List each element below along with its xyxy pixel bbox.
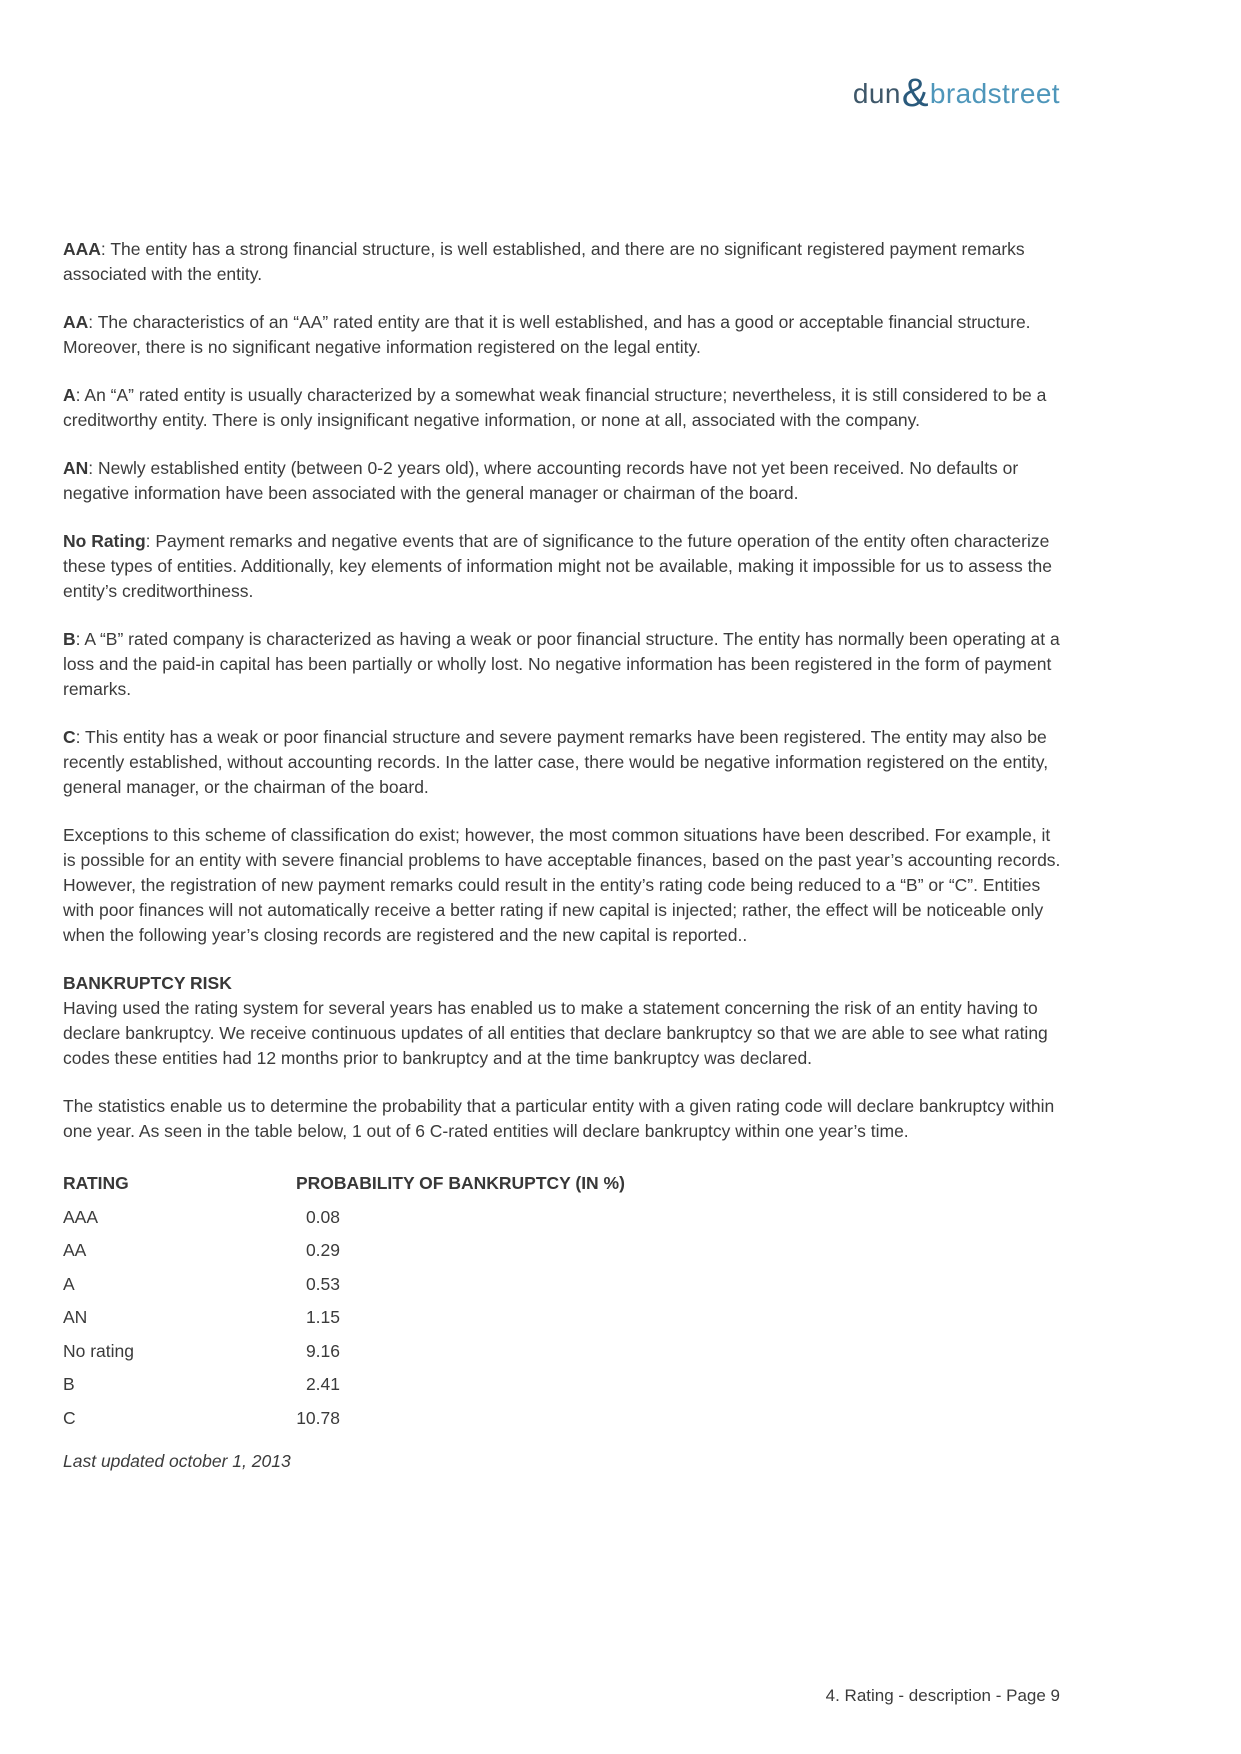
exceptions-text: Exceptions to this scheme of classification do exist; however, the most common situations have been described. For example, it is possible for an entity with severe financial problems to have acceptable finances, based on the past year’s accounting records. However, the registration of new payment remarks could result in the entity’s rating code being reduced to a “B” or “C”. Entities with poor finances will not automatically receive a better rating if new capital is injected; rather, the effect will be noticeable only when the following year’s closing records are registered and the new capital is reported..	[63, 825, 1061, 945]
table-header-row	[63, 1167, 1063, 1201]
rating-text-b: : A “B” rated company is characterized as having a weak or poor financial structure. The entity has normally been operating at a loss and the paid-in capital has been partially or wholly lost. No negative information has been registered in the form of payment remarks.	[63, 629, 1060, 699]
rating-cell: AAA	[63, 1206, 99, 1227]
bankruptcy-paragraph-1: Having used the rating system for several years has enabled us to make a statement concerning the risk of an entity having to declare bankruptcy. We receive continuous updates of all entities that declare bankruptcy so that we are able to see what rating codes these entities had 12 months prior to bankruptcy and at the time bankruptcy was declared.	[63, 998, 1048, 1068]
probability-cell: 0.53	[305, 1273, 340, 1294]
rating-cell: B	[63, 1374, 75, 1394]
rating-cell: C	[63, 1407, 76, 1428]
rating-code-aaa: AAA	[63, 239, 101, 259]
probability-cell: 0.29	[305, 1240, 340, 1260]
table-row-aa	[63, 1234, 1063, 1268]
rating-text-aa: : The characteristics of an “AA” rated entity are that it is well established, and has a good or acceptable financial structure. Moreover, there is no significant negative information registered on the legal entity.	[63, 312, 1031, 357]
rating-text-c: : This entity has a weak or poor financial structure and severe payment remarks have been registered. The entity may also be recently established, without accounting records. In the latter case, there would be negative information registered on the entity, general manager, or the chairman of the board.	[63, 727, 1049, 797]
bankruptcy-paragraph-2: The statistics enable us to determine the probability that a particular entity with a given rating code will declare bankruptcy within one year. As seen in the table below, 1 out of 6 C-rated entities will declare bankruptcy within one year’s time.	[63, 1096, 1055, 1141]
logo-bradstreet-text: bradstreet	[929, 78, 1060, 109]
last-updated-note: Last updated october 1, 2013	[63, 1451, 291, 1471]
table-row-an	[63, 1301, 1063, 1335]
table-row-aaa	[63, 1201, 1063, 1235]
bankruptcy-probability-table	[63, 1167, 1063, 1435]
rating-code-c: C	[63, 727, 76, 747]
rating-text-aaa: : The entity has a strong financial structure, is well established, and there are no significant registered payment remarks associated with the entity.	[63, 239, 1025, 284]
rating-text-a: : An “A” rated entity is usually characterized by a somewhat weak financial structure; nevertheless, it is still considered to be a creditworthy entity. There is only insignificant negative information, or none at all, associated with the company.	[63, 385, 1047, 430]
probability-cell: 10.78	[296, 1407, 340, 1428]
rating-column-header: RATING	[63, 1173, 129, 1193]
rating-paragraph-aaa	[63, 237, 1063, 287]
exceptions-paragraph	[63, 823, 1063, 948]
rating-paragraph-a	[63, 383, 1063, 433]
bankruptcy-risk-heading: BANKRUPTCY RISK	[63, 973, 232, 993]
probability-cell: 0.08	[305, 1206, 340, 1227]
page-body	[63, 237, 1063, 1474]
page-footer: 4. Rating - description - Page 9	[825, 1686, 1060, 1705]
probability-cell: 1.15	[305, 1307, 340, 1327]
rating-paragraph-no-rating	[63, 529, 1063, 604]
rating-code-b: B	[63, 629, 76, 649]
rating-cell: No rating	[63, 1340, 135, 1361]
logo-dun-text: dun	[852, 78, 901, 109]
rating-text-an: : Newly established entity (between 0-2 years old), where accounting records have not yet been received. No defaults or negative information have been associated with the general manager or chairman of the board.	[63, 458, 1019, 503]
rating-code-no-rating: No Rating	[63, 531, 146, 551]
rating-paragraph-aa	[63, 310, 1063, 360]
rating-code-aa: AA	[63, 312, 89, 332]
rating-text-no-rating: : Payment remarks and negative events that are of significance to the future operation of the entity often characterize these types of entities. Additionally, key elements of information might not be available, making it impossible for us to assess the entity’s creditworthiness.	[63, 531, 1052, 601]
rating-cell: AN	[63, 1307, 88, 1327]
dun-bradstreet-logo	[853, 70, 1060, 119]
rating-paragraph-an	[63, 456, 1063, 506]
rating-code-a: A	[63, 385, 76, 405]
probability-cell: 2.41	[305, 1374, 340, 1394]
ampersand-icon: &	[901, 71, 929, 115]
table-row-b	[63, 1368, 1063, 1402]
probability-column-header: PROBABILITY OF BANKRUPTCY (IN %)	[296, 1173, 625, 1193]
table-row-a	[63, 1268, 1063, 1302]
rating-cell: A	[63, 1273, 75, 1294]
table-row-c	[63, 1402, 1063, 1436]
probability-cell: 9.16	[305, 1340, 340, 1361]
rating-cell: AA	[63, 1240, 87, 1260]
rating-paragraph-c	[63, 725, 1063, 800]
rating-code-an: AN	[63, 458, 89, 478]
table-row-no-rating	[63, 1335, 1063, 1369]
rating-paragraph-b	[63, 627, 1063, 702]
